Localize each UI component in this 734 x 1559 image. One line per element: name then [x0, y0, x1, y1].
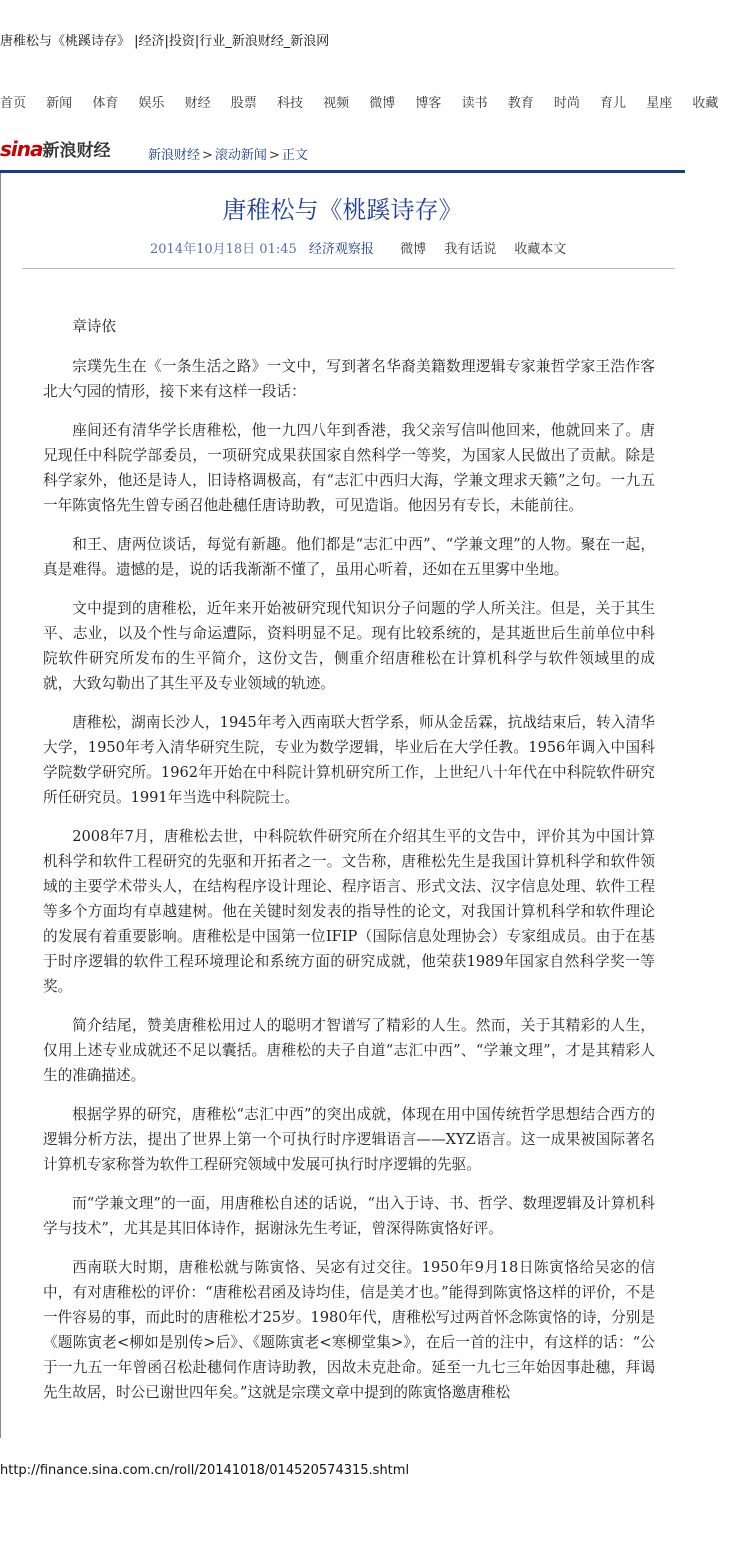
logo-sina-text: sina: [0, 137, 43, 161]
article-paragraph: 座间还有清华学长唐稚松，他一九四八年到香港，我父亲写信叫他回来，他就回来了。唐兄现任中科院学部委员，一项研究成果获国家自然科学一等奖，为国家人民做出了贡献。除是科学家外，他还是诗人，旧诗格调极高，有“志汇中西归大海，学兼文理求天籁”之句。一九五一年陈寅恪先生曾专函召他赴穗任唐诗助教，可见造诣。他因另有专长，未能前往。: [43, 422, 655, 514]
nav-item[interactable]: 新闻: [46, 96, 73, 111]
header-divider: [0, 170, 685, 173]
article-author: 章诗依: [72, 318, 116, 335]
nav-item[interactable]: 星座: [646, 96, 673, 111]
article-meta: [150, 238, 580, 257]
nav-item[interactable]: 财经: [184, 96, 211, 111]
article-headline: 唐稚松与《桃蹊诗存》: [222, 196, 463, 224]
weibo-link[interactable]: 微博: [400, 242, 427, 257]
bookmark-link[interactable]: 收藏本文: [514, 242, 567, 257]
breadcrumb-separator: >: [202, 148, 213, 163]
nav-item[interactable]: 首页: [0, 96, 27, 111]
nav-item[interactable]: 博客: [415, 96, 442, 111]
nav-item[interactable]: 教育: [507, 96, 534, 111]
nav-item[interactable]: 视频: [323, 96, 350, 111]
nav-item[interactable]: 微博: [369, 96, 396, 111]
article-paragraph: 2008年7月，唐稚松去世，中科院软件研究所在介绍其生平的文告中，评价其为中国计算机科学和软件工程研究的先驱和开拓者之一。文告称，唐稚松先生是我国计算机科学和软件领域的主要学术带头人，在结构程序设计理论、程序语言、形式文法、汉字信息处理、软件工程等多个方面均有卓越建树。他在关键时刻发表的指导性的论文，对我国计算机科学和软件理论的发展有着重要影响。唐稚松是中国第一位IFIP（国际信息处理协会）专家组成员。由于在基于时序逻辑的软件工程环境理论和系统方面的研究成就，他荣获1989年国家自然科学奖一等奖。: [43, 828, 655, 995]
brand-bar: [0, 136, 685, 164]
comment-link[interactable]: 我有话说: [444, 242, 497, 257]
breadcrumb-separator: >: [268, 148, 280, 163]
breadcrumb-item-finance[interactable]: 新浪财经: [148, 148, 201, 163]
nav-item[interactable]: 股票: [230, 96, 257, 111]
article-body: [43, 314, 655, 1438]
channel-nav: [0, 92, 719, 112]
nav-item[interactable]: 娱乐: [138, 96, 165, 111]
article-paragraph: 唐稚松，湖南长沙人，1945年考入西南联大哲学系，师从金岳霖，抗战结束后，转入清华大学，1950年考入清华研究生院，专业为数学逻辑，毕业后在大学任教。1956年调入中国科学院数学研究所。1962年开始在中科院计算机研究所工作，上世纪八十年代在中科院软件研究所任研究员。1991年当选中科院院士。: [43, 714, 655, 806]
page-url: http://finance.sina.com.cn/roll/20141018/014520574315.shtml: [0, 1463, 410, 1478]
breadcrumb: [148, 144, 308, 163]
logo-finance-text: 新浪财经: [42, 141, 111, 161]
article-paragraph: 和王、唐两位谈话，每觉有新趣。他们都是“志汇中西”、“学兼文理”的人物。聚在一起，真是难得。遗憾的是，说的话我渐渐不懂了，虽用心听着，还如在五里雾中坐地。: [43, 536, 655, 578]
sina-finance-logo[interactable]: [0, 136, 111, 161]
source-link[interactable]: 经济观察报: [308, 242, 374, 257]
article-paragraph: 文中提到的唐稚松，近年来开始被研究现代知识分子问题的学人所关注。但是，关于其生平、志业，以及个性与命运遭际，资料明显不足。现有比较系统的，是其逝世后生前单位中科院软件研究所发布的生平简介，这份文告，侧重介绍唐稚松在计算机科学与软件领域里的成就，大致勾勒出了其生平及专业领域的轨迹。: [43, 600, 655, 692]
page-title: 唐稚松与《桃蹊诗存》 |经济|投资|行业_新浪财经_新浪网: [0, 34, 330, 49]
article-paragraph: 西南联大时期，唐稚松就与陈寅恪、吴宓有过交往。1950年9月18日陈寅恪给吴宓的信中，有对唐稚松的评价：“唐稚松君函及诗均佳，信是美才也。”能得到陈寅恪这样的评价，不是一件容易的事，而此时的唐稚松才25岁。1980年代，唐稚松写过两首怀念陈寅恪的诗，分别是《题陈寅老<柳如是别传>后》、《题陈寅老<寒柳堂集>》，在后一首的注中，有这样的话：“公于一九五一年曾函召松赴穗伺作唐诗助教，因故未克赴命。延至一九七三年始因事赴穗，拜谒先生故居，时公已谢世四年矣。”这就是宗璞文章中提到的陈寅恪邀唐稚松: [43, 1259, 655, 1401]
publish-date: 2014年10月18日 01:45: [150, 242, 297, 257]
content-left-border: [0, 173, 1, 1438]
nav-item[interactable]: 体育: [92, 96, 119, 111]
nav-item[interactable]: 科技: [276, 96, 303, 111]
article-paragraph: 宗璞先生在《一条生活之路》一文中，写到著名华裔美籍数理逻辑专家兼哲学家王浩作客北大勺园的情形，接下来有这样一段话：: [43, 358, 655, 400]
nav-item[interactable]: 读书: [461, 96, 488, 111]
breadcrumb-item-current: 正文: [281, 148, 308, 163]
article-paragraph: 简介结尾，赞美唐稚松用过人的聪明才智谱写了精彩的人生。然而，关于其精彩的人生，仅用上述专业成就还不足以囊括。唐稚松的夫子自道“志汇中西”、“学兼文理”，才是其精彩人生的准确描述。: [43, 1017, 655, 1084]
meta-divider: [22, 268, 675, 269]
article-paragraph: 而“学兼文理”的一面，用唐稚松自述的话说，“出入于诗、书、哲学、数理逻辑及计算机科学与技术”，尤其是其旧体诗作，据谢泳先生考证，曾深得陈寅恪好评。: [43, 1195, 655, 1237]
nav-item[interactable]: 收藏: [692, 96, 719, 111]
nav-item[interactable]: 育儿: [600, 96, 627, 111]
article-paragraph: 根据学界的研究，唐稚松“志汇中西”的突出成就，体现在用中国传统哲学思想结合西方的逻辑分析方法，提出了世界上第一个可执行时序逻辑语言——XYZ语言。这一成果被国际著名计算机专家称誉为软件工程研究领域中发展可执行时序逻辑的先驱。: [43, 1106, 655, 1173]
nav-item[interactable]: 时尚: [553, 96, 580, 111]
breadcrumb-item-roll[interactable]: 滚动新闻: [214, 148, 267, 163]
